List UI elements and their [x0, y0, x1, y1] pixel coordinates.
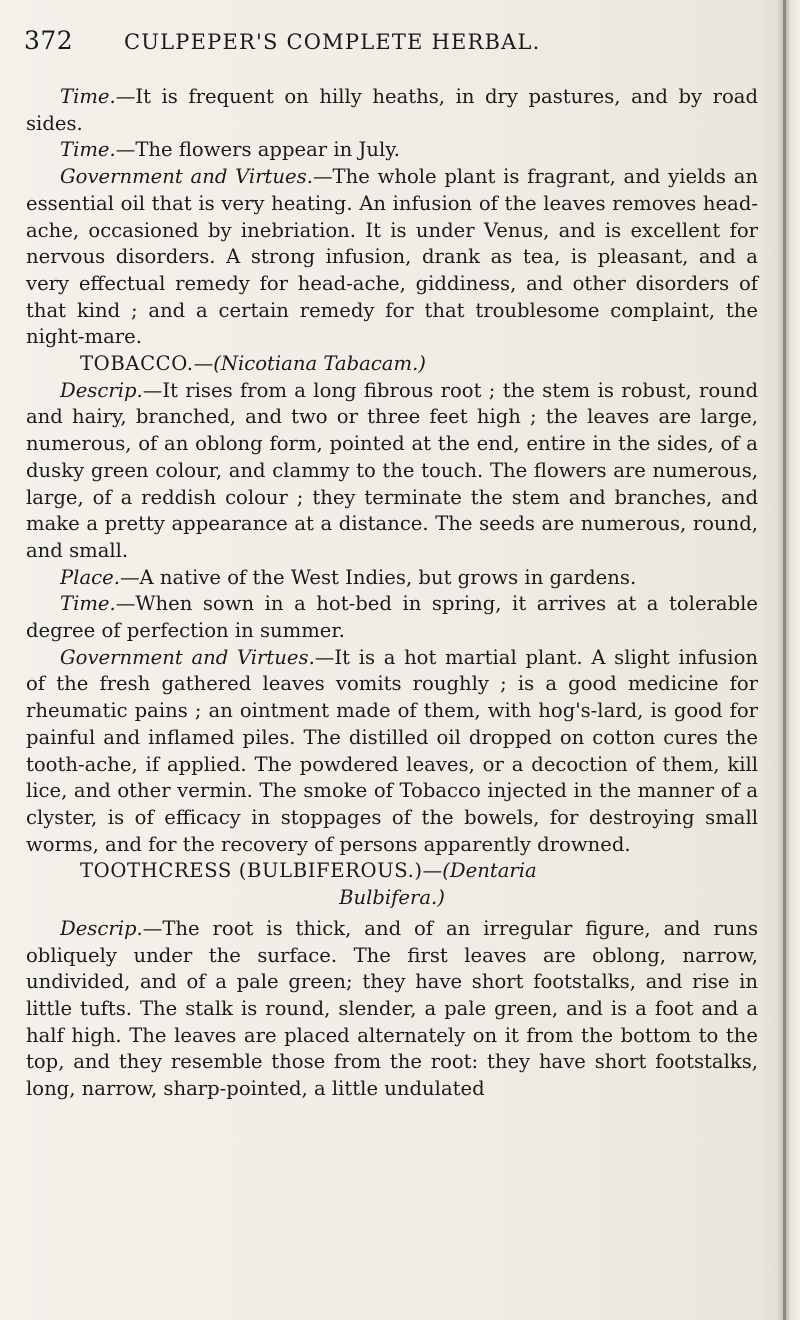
paragraph-label: Time. [60, 138, 116, 162]
paragraph-text: The root is thick, and of an irregular figure, and runs obliquely under the surface. The first leaves are oblong, narrow, undivided, and of a pale green; they have short footstalks, and rise in little tufts. The stalk is round, slender, a pale green, and is a foot and a half high. The leaves are placed alternately on it from the bottom to the top, and they resemble those from the root: they have short footstalks, long, narrow, sharp-pointed, a little undulated [26, 916, 758, 1101]
paragraph-time [26, 84, 758, 137]
dash: — [142, 378, 163, 402]
heading-latin: (Nicotiana Tabacam.) [213, 352, 426, 376]
paragraph-text: It is frequent on hilly heaths, in dry pastures, and by road sides. [26, 85, 758, 135]
entry-heading-toothcress [26, 858, 758, 885]
running-head: CULPEPER'S COMPLETE HERBAL. [124, 30, 541, 54]
dash: — [115, 138, 136, 162]
paragraph-label: Time. [60, 592, 116, 616]
paragraph-government-virtues [26, 164, 758, 351]
paragraph-label: Descrip. [60, 378, 143, 402]
paragraph-text: When sown in a hot-bed in spring, it arrives at a tolerable degree of perfection in summer. [26, 592, 758, 643]
paragraph-text: It is a hot martial plant. A slight infusion of the fresh gathered leaves vomits roughly ; is a good medicine for rheumatic pains ; an ointment made of them, with hog's-lard, is good for painful and inflamed piles. The distilled oil dropped on cotton cures the tooth-ache, if applied. The powdered leaves, or a decoction of them, kill lice, and other vermin. The smoke of Tobacco injected in the manner of a clyster, is of efficacy in stoppages of the bowels, for destroying small worms, and for the recovery of persons apparently drowned. [26, 645, 758, 856]
dash: — [312, 165, 333, 189]
page-number: 372 [24, 26, 74, 55]
paragraph-label: Government and Virtues. [60, 645, 315, 669]
body-text [26, 84, 758, 1103]
paragraph-label: Government and Virtues. [60, 165, 313, 189]
entry-heading-tobacco [26, 351, 758, 378]
paragraph-place [26, 565, 758, 592]
dash: — [193, 352, 214, 376]
dash: — [314, 645, 335, 669]
paragraph-time [26, 591, 758, 644]
paragraph-text: The whole plant is fragrant, and yields an essential oil that is very heating. An infusion of the leaves removes head-ache, occasioned by inebriation. It is under Venus, and is excellent for nervous disorders. A strong infusion, drank as tea, is pleasant, and a very effectual remedy for head-ache, giddiness, and other disorders of that kind ; and a certain remedy for that troublesome complaint, the night-mare. [26, 165, 758, 349]
dash: — [422, 859, 443, 883]
paragraph-description [26, 378, 758, 565]
heading-latin: (Dentaria [442, 859, 537, 883]
dash: — [115, 592, 136, 616]
page-binding-line [783, 0, 786, 1320]
paragraph-label: Descrip. [60, 916, 143, 940]
paragraph-text: The flowers appear in July. [135, 138, 400, 162]
heading-name: TOOTHCRESS (BULBIFEROUS.) [80, 859, 423, 883]
paragraph-time [26, 137, 758, 164]
dash: — [115, 85, 136, 108]
paragraph-description [26, 916, 758, 1103]
paragraph-government-virtues [26, 645, 758, 859]
dash: — [142, 916, 163, 940]
page-binding-edge [778, 0, 800, 1320]
dash: — [119, 565, 140, 589]
paragraph-label: Place. [60, 565, 120, 589]
paragraph-text: A native of the West Indies, but grows in gardens. [139, 565, 637, 589]
heading-name: TOBACCO. [80, 352, 194, 376]
page-header [24, 26, 759, 66]
heading-latin-continued: Bulbifera.) [339, 886, 445, 910]
paragraph-label: Time. [60, 85, 116, 108]
paragraph-text: It rises from a long fibrous root ; the stem is robust, round and hairy, branched, and two or three feet high ; the leaves are large, numerous, of an oblong form, pointed at the end, entire in the sides, of a dusky green colour, and clammy to the touch. The flowers are numerous, large, of a reddish colour ; they terminate the stem and branches, and make a pretty appearance at a distance. The seeds are numerous, round, and small. [26, 378, 758, 562]
